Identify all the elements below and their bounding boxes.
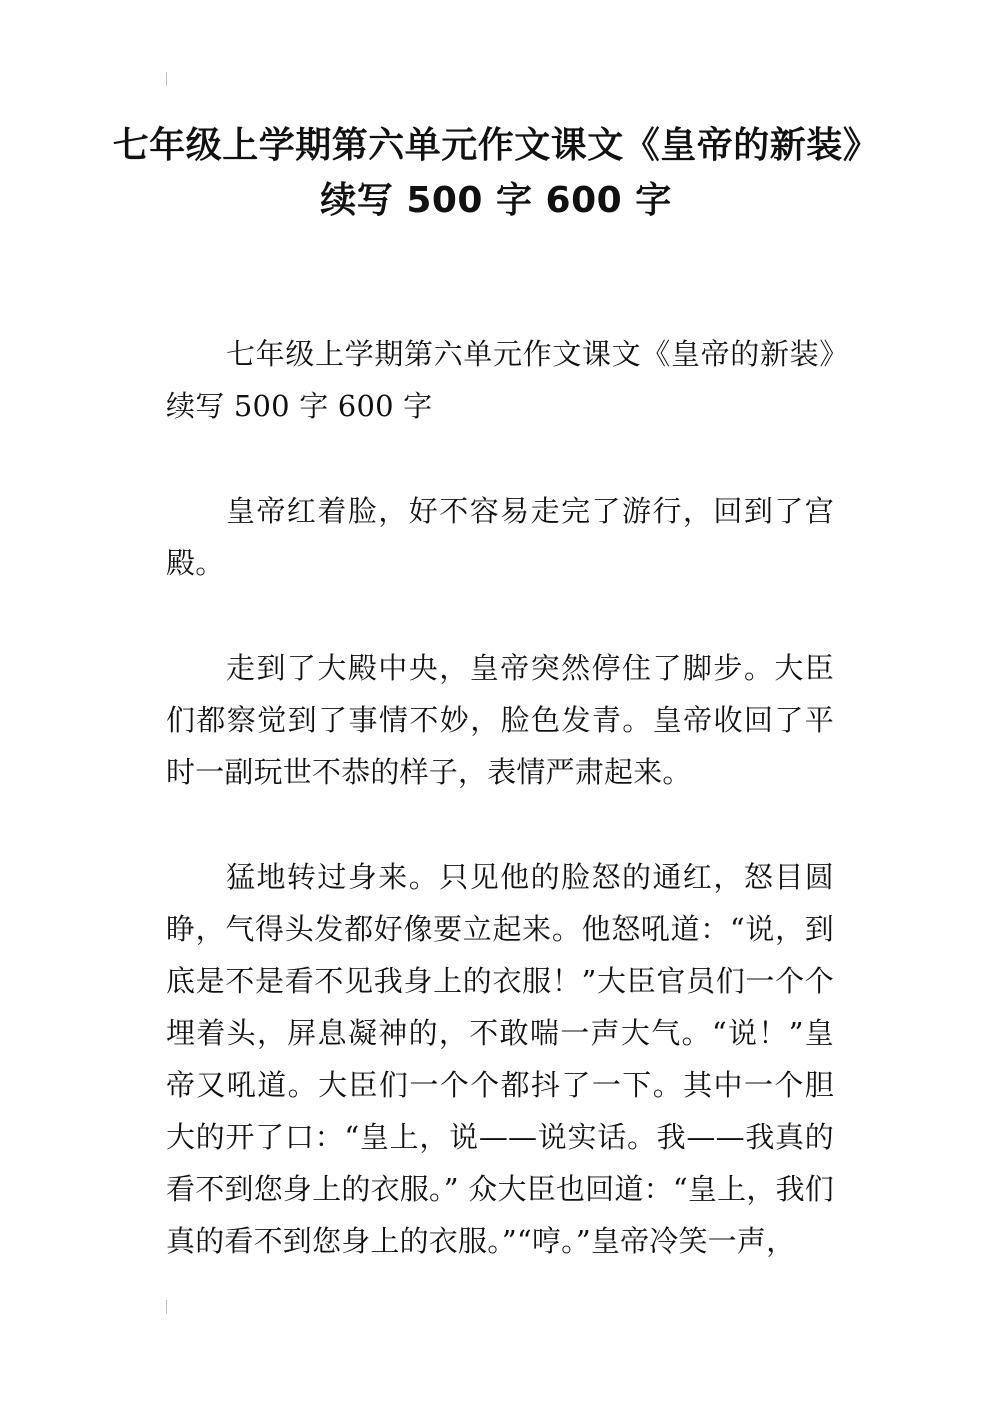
paragraph-subtitle: 七年级上学期第六单元作文课文《皇帝的新装》续写 500 字 600 字 (166, 337, 834, 423)
crop-mark-bottom (166, 1300, 167, 1314)
paragraph-1: 皇帝红着脸，好不容易走完了游行，回到了宫殿。 (166, 494, 834, 580)
crop-mark-top (166, 72, 167, 86)
document-title: 七年级上学期第六单元作文课文《皇帝的新装》续写 500 字 600 字 (112, 125, 880, 221)
document-body (166, 328, 834, 1320)
paragraph-2: 走到了大殿中央，皇帝突然停住了脚步。大臣们都察觉到了事情不妙，脸色发青。皇帝收回了平时一副玩世不恭的样子，表情严肃起来。 (166, 651, 834, 789)
paragraph-3: 猛地转过身来。只见他的脸怒的通红，怒目圆睁，气得头发都好像要立起来。他怒吼道：“说，到底是不是看不见我身上的衣服！”大臣官员们一个个埋着头，屏息凝神的，不敢喘一声大气。“说！”皇帝又吼道。大臣们一个个都抖了一下。其中一个胆大的开了口：“皇上，说——说实话。我——我真的看不到您身上的衣服。” 众大臣也回道：“皇上，我们真的看不到您身上的衣服。”“哼。”皇帝冷笑一声， (166, 860, 834, 1258)
